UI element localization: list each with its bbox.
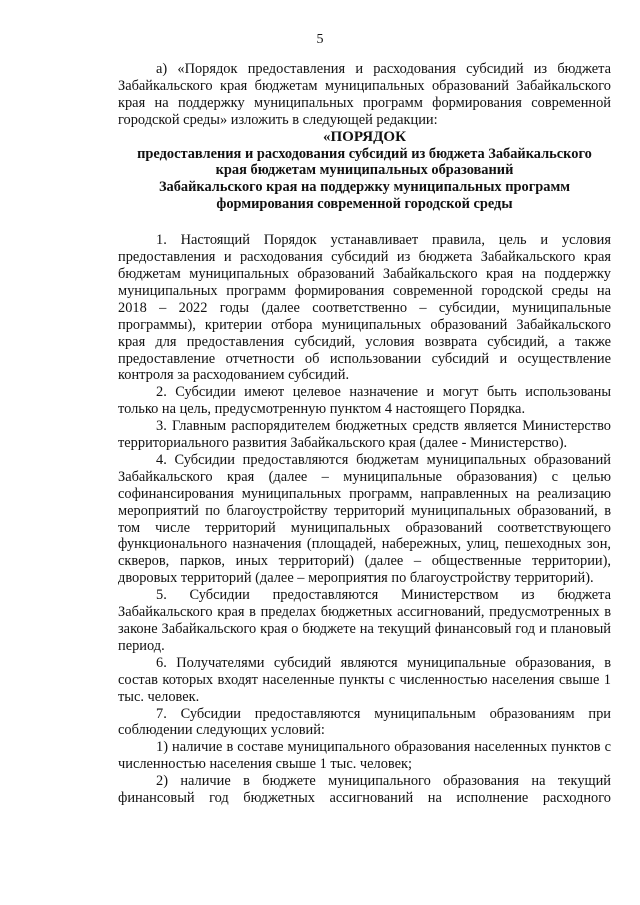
title-line: «ПОРЯДОК: [323, 128, 406, 145]
spacer: [118, 213, 611, 232]
paragraph-1: 1. Настоящий Порядок устанавливает правила, цель и условия предоставления и расходования субсидий из бюджета Забайкальского края бюджетам муниципальных образований Забайкальского края на поддержку муниципальных программ формирования современной городской среды на 2018 – 2022 годы (далее соответственно – субсидии, муниципальные программы), критерии отбора муниципальных образований Забайкальского края для предоставления субсидий, условия возврата субсидий, а также предоставление отчетности об использовании субсидий и осуществление контроля за расходованием субсидий.: [118, 232, 611, 384]
intro-paragraph: а) «Порядок предоставления и расходования субсидий из бюджета Забайкальского края бюджетам муниципальных образований Забайкальского края на поддержку муниципальных программ формирования современной городской среды» изложить в следующей редакции:: [118, 61, 611, 128]
paragraph-5: 5. Субсидии предоставляются Министерством из бюджета Забайкальского края в пределах бюджетных ассигнований, предусмотренных в законе Забайкальского края о бюджете на текущий финансовый год и плановый период.: [118, 587, 611, 654]
title-line: формирования современной городской среды: [216, 196, 513, 213]
document-body: [118, 61, 611, 807]
paragraph-7: 7. Субсидии предоставляются муниципальным образованиям при соблюдении следующих условий:: [118, 705, 611, 739]
paragraph-2: 2. Субсидии имеют целевое назначение и могут быть использованы только на цель, предусмотренную пунктом 4 настоящего Порядка.: [118, 384, 611, 418]
list-item-1: 1) наличие в составе муниципального образования населенных пунктов с численностью населения свыше 1 тыс. человек;: [118, 739, 611, 773]
title-line: предоставления и расходования субсидий из бюджета Забайкальского: [137, 145, 592, 162]
paragraph-4: 4. Субсидии предоставляются бюджетам муниципальных образований Забайкальского края (далее – муниципальные образования) с целью софинансирования муниципальных программ, направленных на реализацию мероприятий по благоустройству территорий муниципальных образований, в том числе территорий муниципальных образований соответствующего функционального назначения (площадей, набережных, улиц, пешеходных зон, скверов, парков, иных территорий) (далее – общественные территории), дворовых территорий (далее – мероприятия по благоустройству территорий).: [118, 451, 611, 587]
document-title: [118, 129, 611, 214]
paragraph-6: 6. Получателями субсидий являются муниципальные образования, в состав которых входят населенные пункты с численностью населения свыше 1 тыс. человек.: [118, 654, 611, 705]
title-line: Забайкальского края на поддержку муниципальных программ: [158, 179, 571, 196]
list-item-2: 2) наличие в бюджете муниципального образования на текущий финансовый год бюджетных ассигнований на исполнение расходного: [118, 773, 611, 807]
paragraph-3: 3. Главным распорядителем бюджетных средств является Министерство территориального развития Забайкальского края (далее - Министерство).: [118, 418, 611, 452]
title-line: края бюджетам муниципальных образований: [215, 162, 514, 179]
page-number: 5: [316, 32, 324, 47]
